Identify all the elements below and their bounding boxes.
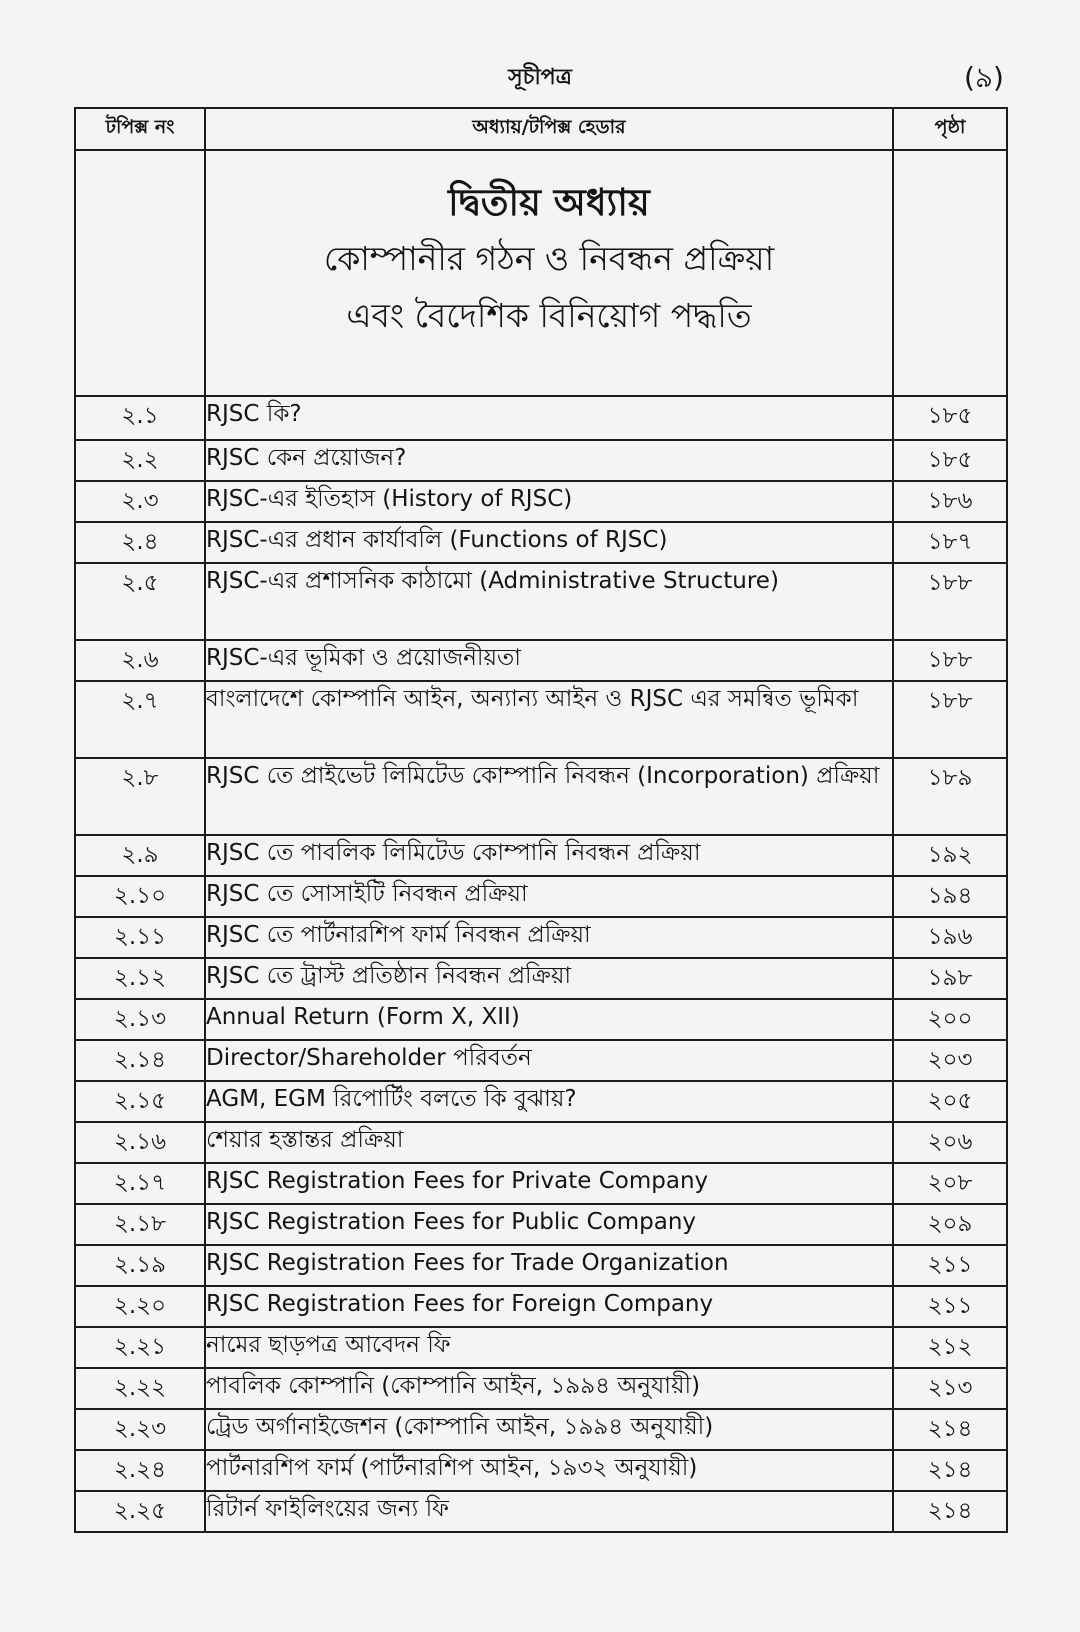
topic-title: RJSC তে প্রাইভেট লিমিটেড কোম্পানি নিবন্ধন (Incorporation) প্রক্রিয়া	[205, 758, 893, 835]
topic-title: Annual Return (Form X, XII)	[205, 999, 893, 1040]
topic-page: ১৮৫	[893, 396, 1007, 440]
table-row	[75, 876, 1007, 917]
page-header	[0, 56, 1080, 96]
col-header-page: পৃষ্ঠা	[893, 108, 1007, 150]
topic-page: ২১৪	[893, 1409, 1007, 1450]
topic-page: ২১৪	[893, 1450, 1007, 1491]
topic-title: RJSC কি?	[205, 396, 893, 440]
table-row	[75, 681, 1007, 758]
topic-number: ২.২৪	[75, 1450, 205, 1491]
topic-title: RJSC তে সোসাইটি নিবন্ধন প্রক্রিয়া	[205, 876, 893, 917]
toc-header-row	[75, 108, 1007, 150]
table-row	[75, 481, 1007, 522]
topic-page: ১৮৮	[893, 681, 1007, 758]
topic-title: RJSC তে পার্টনারশিপ ফার্ম নিবন্ধন প্রক্রিয়া	[205, 917, 893, 958]
topic-title: AGM, EGM রিপোর্টিং বলতে কি বুঝায়?	[205, 1081, 893, 1122]
topic-number: ২.২৩	[75, 1409, 205, 1450]
table-row	[75, 1491, 1007, 1532]
topic-page: ২১২	[893, 1327, 1007, 1368]
topic-page: ২১১	[893, 1245, 1007, 1286]
topic-number: ২.৮	[75, 758, 205, 835]
topic-number: ২.১৫	[75, 1081, 205, 1122]
topic-title: RJSC Registration Fees for Public Company	[205, 1204, 893, 1245]
table-row	[75, 522, 1007, 563]
topic-page: ২০৬	[893, 1122, 1007, 1163]
table-row	[75, 1040, 1007, 1081]
table-row	[75, 1327, 1007, 1368]
table-row	[75, 917, 1007, 958]
topic-title: RJSC তে ট্রাস্ট প্রতিষ্ঠান নিবন্ধন প্রক্রিয়া	[205, 958, 893, 999]
topic-number: ২.৯	[75, 835, 205, 876]
topic-title: RJSC Registration Fees for Trade Organization	[205, 1245, 893, 1286]
topic-page: ১৮৮	[893, 640, 1007, 681]
topic-number: ২.১৪	[75, 1040, 205, 1081]
topic-title: পাবলিক কোম্পানি (কোম্পানি আইন, ১৯৯৪ অনুযায়ী)	[205, 1368, 893, 1409]
topic-page: ২১৩	[893, 1368, 1007, 1409]
page-number: (৯)	[963, 61, 1004, 94]
table-row	[75, 1245, 1007, 1286]
topic-number: ২.৫	[75, 563, 205, 640]
table-row	[75, 1204, 1007, 1245]
topic-number: ২.১৭	[75, 1163, 205, 1204]
table-row	[75, 1368, 1007, 1409]
topic-page: ১৯২	[893, 835, 1007, 876]
topic-number: ২.২৫	[75, 1491, 205, 1532]
topic-number: ২.১০	[75, 876, 205, 917]
chapter-page-cell	[893, 150, 1007, 396]
topic-title: RJSC Registration Fees for Foreign Company	[205, 1286, 893, 1327]
topic-page: ১৮৯	[893, 758, 1007, 835]
table-row	[75, 1122, 1007, 1163]
topic-page: ১৯৮	[893, 958, 1007, 999]
topic-title: বাংলাদেশে কোম্পানি আইন, অন্যান্য আইন ও RJSC এর সমন্বিত ভূমিকা	[205, 681, 893, 758]
topic-title: রিটার্ন ফাইলিংয়ের জন্য ফি	[205, 1491, 893, 1532]
topic-number: ২.১৩	[75, 999, 205, 1040]
topic-page: ১৯৬	[893, 917, 1007, 958]
topic-title: RJSC-এর ভূমিকা ও প্রয়োজনীয়তা	[205, 640, 893, 681]
topic-number: ২.৩	[75, 481, 205, 522]
table-row	[75, 1163, 1007, 1204]
topic-page: ২১৪	[893, 1491, 1007, 1532]
topic-page: ১৮৫	[893, 440, 1007, 481]
table-row	[75, 640, 1007, 681]
table-row	[75, 440, 1007, 481]
chapter-subtitle-2: এবং বৈদেশিক বিনিয়োগ পদ্ধতি	[346, 296, 752, 335]
topic-number: ২.২০	[75, 1286, 205, 1327]
topic-number: ২.১৯	[75, 1245, 205, 1286]
topic-page: ২০৫	[893, 1081, 1007, 1122]
topic-title: RJSC-এর ইতিহাস (History of RJSC)	[205, 481, 893, 522]
topic-title: RJSC-এর প্রধান কার্যাবলি (Functions of RJSC)	[205, 522, 893, 563]
table-row	[75, 1409, 1007, 1450]
topic-page: ১৮৭	[893, 522, 1007, 563]
topic-title: RJSC তে পাবলিক লিমিটেড কোম্পানি নিবন্ধন প্রক্রিয়া	[205, 835, 893, 876]
topic-number: ২.৭	[75, 681, 205, 758]
table-row	[75, 563, 1007, 640]
table-row	[75, 958, 1007, 999]
chapter-num-cell	[75, 150, 205, 396]
table-row	[75, 1081, 1007, 1122]
col-header-number: টপিক্স নং	[75, 108, 205, 150]
topic-number: ২.২২	[75, 1368, 205, 1409]
topic-title: নামের ছাড়পত্র আবেদন ফি	[205, 1327, 893, 1368]
table-row	[75, 999, 1007, 1040]
topic-number: ২.৬	[75, 640, 205, 681]
col-header-topic: অধ্যায়/টপিক্স হেডার	[205, 108, 893, 150]
table-row	[75, 1450, 1007, 1491]
topic-number: ২.১২	[75, 958, 205, 999]
topic-number: ২.১৬	[75, 1122, 205, 1163]
topic-number: ২.১৮	[75, 1204, 205, 1245]
topic-title: RJSC-এর প্রশাসনিক কাঠামো (Administrative Structure)	[205, 563, 893, 640]
topic-title: ট্রেড অর্গানাইজেশন (কোম্পানি আইন, ১৯৯৪ অনুযায়ী)	[205, 1409, 893, 1450]
table-row	[75, 1286, 1007, 1327]
topic-page: ২০০	[893, 999, 1007, 1040]
chapter-row	[75, 150, 1007, 396]
chapter-title: দ্বিতীয় অধ্যায়	[448, 181, 650, 224]
topic-page: ১৮৮	[893, 563, 1007, 640]
topic-number: ২.২১	[75, 1327, 205, 1368]
chapter-subtitle-1: কোম্পানীর গঠন ও নিবন্ধন প্রক্রিয়া	[323, 239, 775, 278]
chapter-heading	[205, 150, 893, 396]
topic-number: ২.১১	[75, 917, 205, 958]
topic-title: শেয়ার হস্তান্তর প্রক্রিয়া	[205, 1122, 893, 1163]
topic-page: ২০৩	[893, 1040, 1007, 1081]
topic-title: পার্টনারশিপ ফার্ম (পার্টনারশিপ আইন, ১৯৩২ অনুযায়ী)	[205, 1450, 893, 1491]
page-title: সূচীপত্র	[508, 65, 572, 90]
topic-number: ২.৪	[75, 522, 205, 563]
topic-page: ২০৮	[893, 1163, 1007, 1204]
topic-page: ২১১	[893, 1286, 1007, 1327]
table-row	[75, 396, 1007, 440]
topic-title: Director/Shareholder পরিবর্তন	[205, 1040, 893, 1081]
topic-page: ১৮৬	[893, 481, 1007, 522]
toc-table	[74, 107, 1008, 1533]
topic-number: ২.১	[75, 396, 205, 440]
topic-page: ২০৯	[893, 1204, 1007, 1245]
table-row	[75, 758, 1007, 835]
topic-number: ২.২	[75, 440, 205, 481]
table-row	[75, 835, 1007, 876]
topic-page: ১৯৪	[893, 876, 1007, 917]
topic-title: RJSC Registration Fees for Private Company	[205, 1163, 893, 1204]
topic-title: RJSC কেন প্রয়োজন?	[205, 440, 893, 481]
